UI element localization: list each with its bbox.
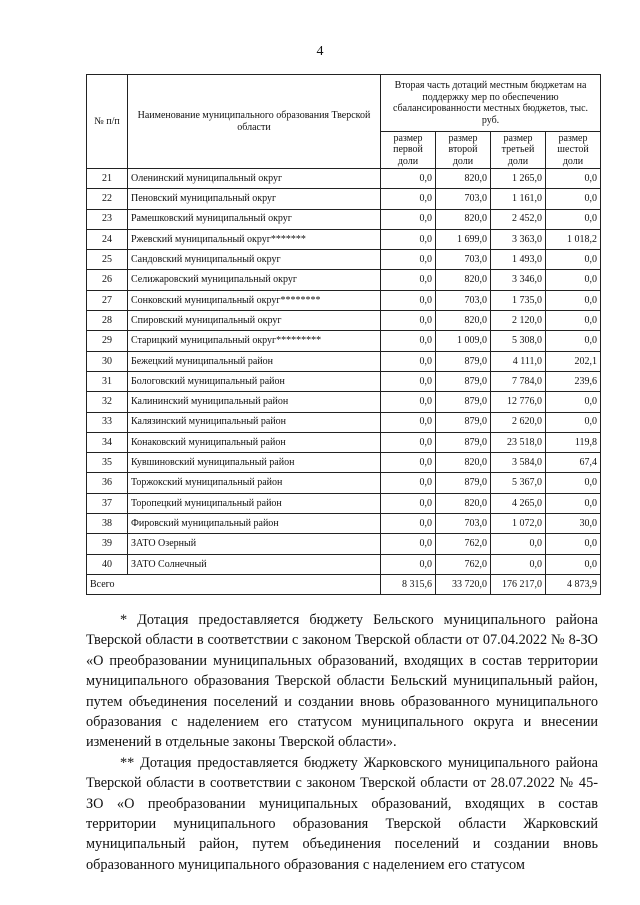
row-second-share: 879,0 [436,412,491,432]
header-name: Наименование муниципального образования Тверской области [128,75,381,169]
row-third-share: 3 363,0 [491,229,546,249]
row-sixth-share: 0,0 [546,493,601,513]
row-first-share: 0,0 [381,392,436,412]
table-header-row [87,75,601,132]
footnotes [86,610,598,875]
row-sixth-share: 1 018,2 [546,229,601,249]
total-sixth-share: 4 873,9 [546,574,601,594]
row-sixth-share: 0,0 [546,250,601,270]
row-first-share: 0,0 [381,311,436,331]
table-body [87,169,601,595]
row-number: 36 [87,473,128,493]
row-first-share: 0,0 [381,473,436,493]
row-number: 25 [87,250,128,270]
row-name: Бологовский муниципальный район [128,371,381,391]
row-sixth-share: 0,0 [546,270,601,290]
row-name: Кувшиновский муниципальный район [128,453,381,473]
table-row [87,371,601,391]
header-group: Вторая часть дотаций местным бюджетам на поддержку мер по обеспечению сбалансированности местных бюджетов, тыс. руб. [381,75,601,132]
row-first-share: 0,0 [381,189,436,209]
row-sixth-share: 30,0 [546,514,601,534]
row-first-share: 0,0 [381,371,436,391]
header-sixth-share: размер шестой доли [546,132,601,169]
row-sixth-share: 0,0 [546,412,601,432]
row-number: 40 [87,554,128,574]
row-first-share: 0,0 [381,351,436,371]
table-row [87,270,601,290]
row-third-share: 7 784,0 [491,371,546,391]
row-name: ЗАТО Солнечный [128,554,381,574]
row-name: Сонковский муниципальный округ******** [128,290,381,310]
total-second-share: 33 720,0 [436,574,491,594]
row-second-share: 820,0 [436,169,491,189]
row-second-share: 879,0 [436,432,491,452]
row-second-share: 703,0 [436,189,491,209]
table-row [87,209,601,229]
row-third-share: 0,0 [491,554,546,574]
table-row [87,514,601,534]
row-name: Конаковский муниципальный район [128,432,381,452]
row-second-share: 820,0 [436,493,491,513]
row-number: 38 [87,514,128,534]
table-row [87,473,601,493]
row-first-share: 0,0 [381,554,436,574]
row-third-share: 3 346,0 [491,270,546,290]
row-sixth-share: 67,4 [546,453,601,473]
row-second-share: 703,0 [436,290,491,310]
row-number: 33 [87,412,128,432]
table-row [87,290,601,310]
footnote-1: * Дотация предоставляется бюджету Бельского муниципального района Тверской области в соответствии с законом Тверской области от 07.04.2022 № 8-ЗО «О преобразовании муниципальных образований, входящих в состав территории муниципального образования Тверской области Бельский муниципальный район, путем объединения поселений и создании вновь образованного муниципального образования с наделением его статусом муниципального округа и внесении изменений в отдельные законы Тверской области». [86,612,598,751]
row-first-share: 0,0 [381,169,436,189]
row-number: 30 [87,351,128,371]
row-number: 34 [87,432,128,452]
table-row [87,493,601,513]
row-name: Пеновский муниципальный округ [128,189,381,209]
table-row [87,189,601,209]
row-third-share: 1 161,0 [491,189,546,209]
row-third-share: 3 584,0 [491,453,546,473]
row-name: Рамешковский муниципальный округ [128,209,381,229]
row-third-share: 1 735,0 [491,290,546,310]
row-number: 21 [87,169,128,189]
row-sixth-share: 239,6 [546,371,601,391]
row-name: Торопецкий муниципальный район [128,493,381,513]
row-first-share: 0,0 [381,432,436,452]
row-number: 31 [87,371,128,391]
row-sixth-share: 0,0 [546,290,601,310]
table-row [87,453,601,473]
row-number: 29 [87,331,128,351]
row-sixth-share: 202,1 [546,351,601,371]
row-sixth-share: 119,8 [546,432,601,452]
row-first-share: 0,0 [381,229,436,249]
row-third-share: 1 072,0 [491,514,546,534]
row-third-share: 4 265,0 [491,493,546,513]
row-third-share: 5 367,0 [491,473,546,493]
row-second-share: 703,0 [436,250,491,270]
row-second-share: 762,0 [436,554,491,574]
row-second-share: 1 009,0 [436,331,491,351]
table-row [87,169,601,189]
row-number: 32 [87,392,128,412]
row-name: Старицкий муниципальный округ********* [128,331,381,351]
row-first-share: 0,0 [381,270,436,290]
row-third-share: 4 111,0 [491,351,546,371]
row-name: Оленинский муниципальный округ [128,169,381,189]
row-sixth-share: 0,0 [546,392,601,412]
table-row [87,554,601,574]
row-name: Калининский муниципальный район [128,392,381,412]
row-first-share: 0,0 [381,290,436,310]
row-first-share: 0,0 [381,250,436,270]
row-name: Селижаровский муниципальный округ [128,270,381,290]
row-second-share: 1 699,0 [436,229,491,249]
total-third-share: 176 217,0 [491,574,546,594]
table-row [87,392,601,412]
row-third-share: 2 452,0 [491,209,546,229]
row-sixth-share: 0,0 [546,534,601,554]
row-second-share: 820,0 [436,209,491,229]
header-first-share: размер первой доли [381,132,436,169]
row-third-share: 23 518,0 [491,432,546,452]
row-second-share: 820,0 [436,311,491,331]
row-number: 26 [87,270,128,290]
row-name: Бежецкий муниципальный район [128,351,381,371]
header-second-share: размер второй доли [436,132,491,169]
row-first-share: 0,0 [381,209,436,229]
row-third-share: 5 308,0 [491,331,546,351]
row-second-share: 879,0 [436,371,491,391]
row-sixth-share: 0,0 [546,554,601,574]
total-label: Всего [87,574,381,594]
row-second-share: 879,0 [436,351,491,371]
header-number: № п/п [87,75,128,169]
row-third-share: 1 265,0 [491,169,546,189]
total-row [87,574,601,594]
row-first-share: 0,0 [381,534,436,554]
row-name: Торжокский муниципальный район [128,473,381,493]
row-number: 28 [87,311,128,331]
row-number: 22 [87,189,128,209]
row-third-share: 0,0 [491,534,546,554]
row-first-share: 0,0 [381,412,436,432]
table-row [87,412,601,432]
row-sixth-share: 0,0 [546,189,601,209]
table-row [87,311,601,331]
table-row [87,250,601,270]
row-first-share: 0,0 [381,514,436,534]
row-sixth-share: 0,0 [546,331,601,351]
total-first-share: 8 315,6 [381,574,436,594]
header-third-share: размер третьей доли [491,132,546,169]
row-third-share: 1 493,0 [491,250,546,270]
row-second-share: 703,0 [436,514,491,534]
row-second-share: 879,0 [436,392,491,412]
row-second-share: 820,0 [436,453,491,473]
row-name: Ржевский муниципальный округ******* [128,229,381,249]
row-third-share: 2 120,0 [491,311,546,331]
row-sixth-share: 0,0 [546,169,601,189]
row-name: Калязинский муниципальный район [128,412,381,432]
row-name: Спировский муниципальный округ [128,311,381,331]
row-second-share: 820,0 [436,270,491,290]
budget-table [86,74,601,595]
row-sixth-share: 0,0 [546,473,601,493]
row-number: 23 [87,209,128,229]
row-third-share: 12 776,0 [491,392,546,412]
row-first-share: 0,0 [381,453,436,473]
row-number: 35 [87,453,128,473]
row-number: 39 [87,534,128,554]
row-sixth-share: 0,0 [546,311,601,331]
table-row [87,229,601,249]
row-second-share: 762,0 [436,534,491,554]
row-first-share: 0,0 [381,493,436,513]
row-number: 37 [87,493,128,513]
row-number: 24 [87,229,128,249]
page-number: 4 [316,44,324,59]
row-name: Фировский муниципальный район [128,514,381,534]
table-row [87,534,601,554]
table-row [87,432,601,452]
row-name: Сандовский муниципальный округ [128,250,381,270]
row-second-share: 879,0 [436,473,491,493]
row-third-share: 2 620,0 [491,412,546,432]
row-name: ЗАТО Озерный [128,534,381,554]
table-row [87,331,601,351]
row-first-share: 0,0 [381,331,436,351]
row-sixth-share: 0,0 [546,209,601,229]
table-row [87,351,601,371]
footnote-2: ** Дотация предоставляется бюджету Жарковского муниципального района Тверской области в соответствии с законом Тверской области от 28.07.2022 № 45-ЗО «О преобразовании муниципальных образований, входящих в состав территории муниципального образования Тверской области Жарковский муниципальный район, путем объединения поселений и создании вновь образованного муниципального образования с наделением его статусом [86,754,598,873]
row-number: 27 [87,290,128,310]
